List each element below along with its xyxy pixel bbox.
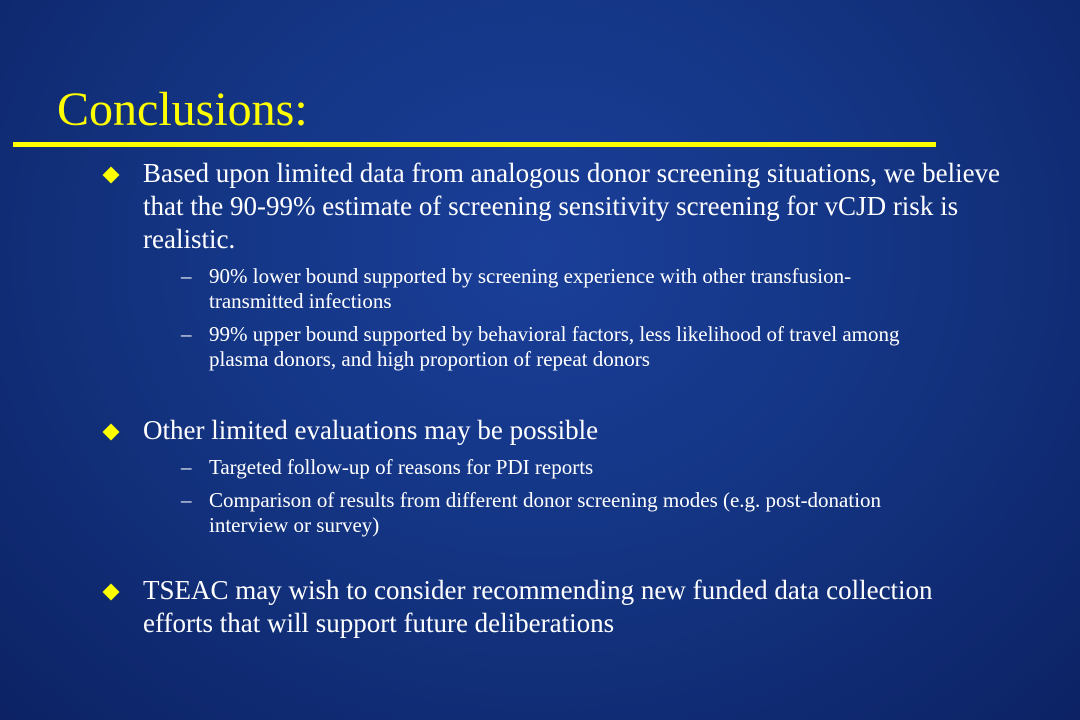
bullet-text: Other limited evaluations may be possible: [143, 415, 599, 445]
sub-item: [181, 488, 909, 538]
diamond-bullet-icon: [103, 584, 120, 601]
sub-item-text: Targeted follow-up of reasons for PDI reports: [209, 455, 594, 479]
bullet-text: TSEAC may wish to consider recommending new funded data collection efforts that will support future deliberations: [143, 575, 933, 638]
sub-item: [181, 264, 909, 314]
dash-marker: –: [181, 264, 192, 288]
dash-marker: –: [181, 322, 192, 346]
diamond-bullet-icon: [103, 167, 120, 184]
bullet-item: [105, 157, 1005, 372]
sub-list: [181, 264, 1005, 372]
sub-list: [181, 455, 1005, 538]
sub-item-text: Comparison of results from different donor screening modes (e.g. post-donation interview or survey): [209, 488, 882, 537]
slide-content: [105, 157, 1005, 640]
slide-title: Conclusions:: [57, 83, 308, 136]
dash-marker: –: [181, 488, 192, 512]
dash-marker: –: [181, 455, 192, 479]
sub-item-text: 99% upper bound supported by behavioral factors, less likelihood of travel among plasma donors, and high proportion of repeat donors: [209, 322, 900, 371]
bullet-item: [105, 574, 1005, 640]
title-underline: [13, 142, 936, 147]
bullet-text: Based upon limited data from analogous donor screening situations, we believe that the 90-99% estimate of screening sensitivity screening for vCJD risk is realistic.: [143, 158, 1001, 254]
sub-item-text: 90% lower bound supported by screening experience with other transfusion-transmitted infections: [209, 264, 852, 313]
diamond-bullet-icon: [103, 424, 120, 441]
sub-item: [181, 322, 909, 372]
sub-item: [181, 455, 909, 480]
bullet-item: [105, 414, 1005, 538]
